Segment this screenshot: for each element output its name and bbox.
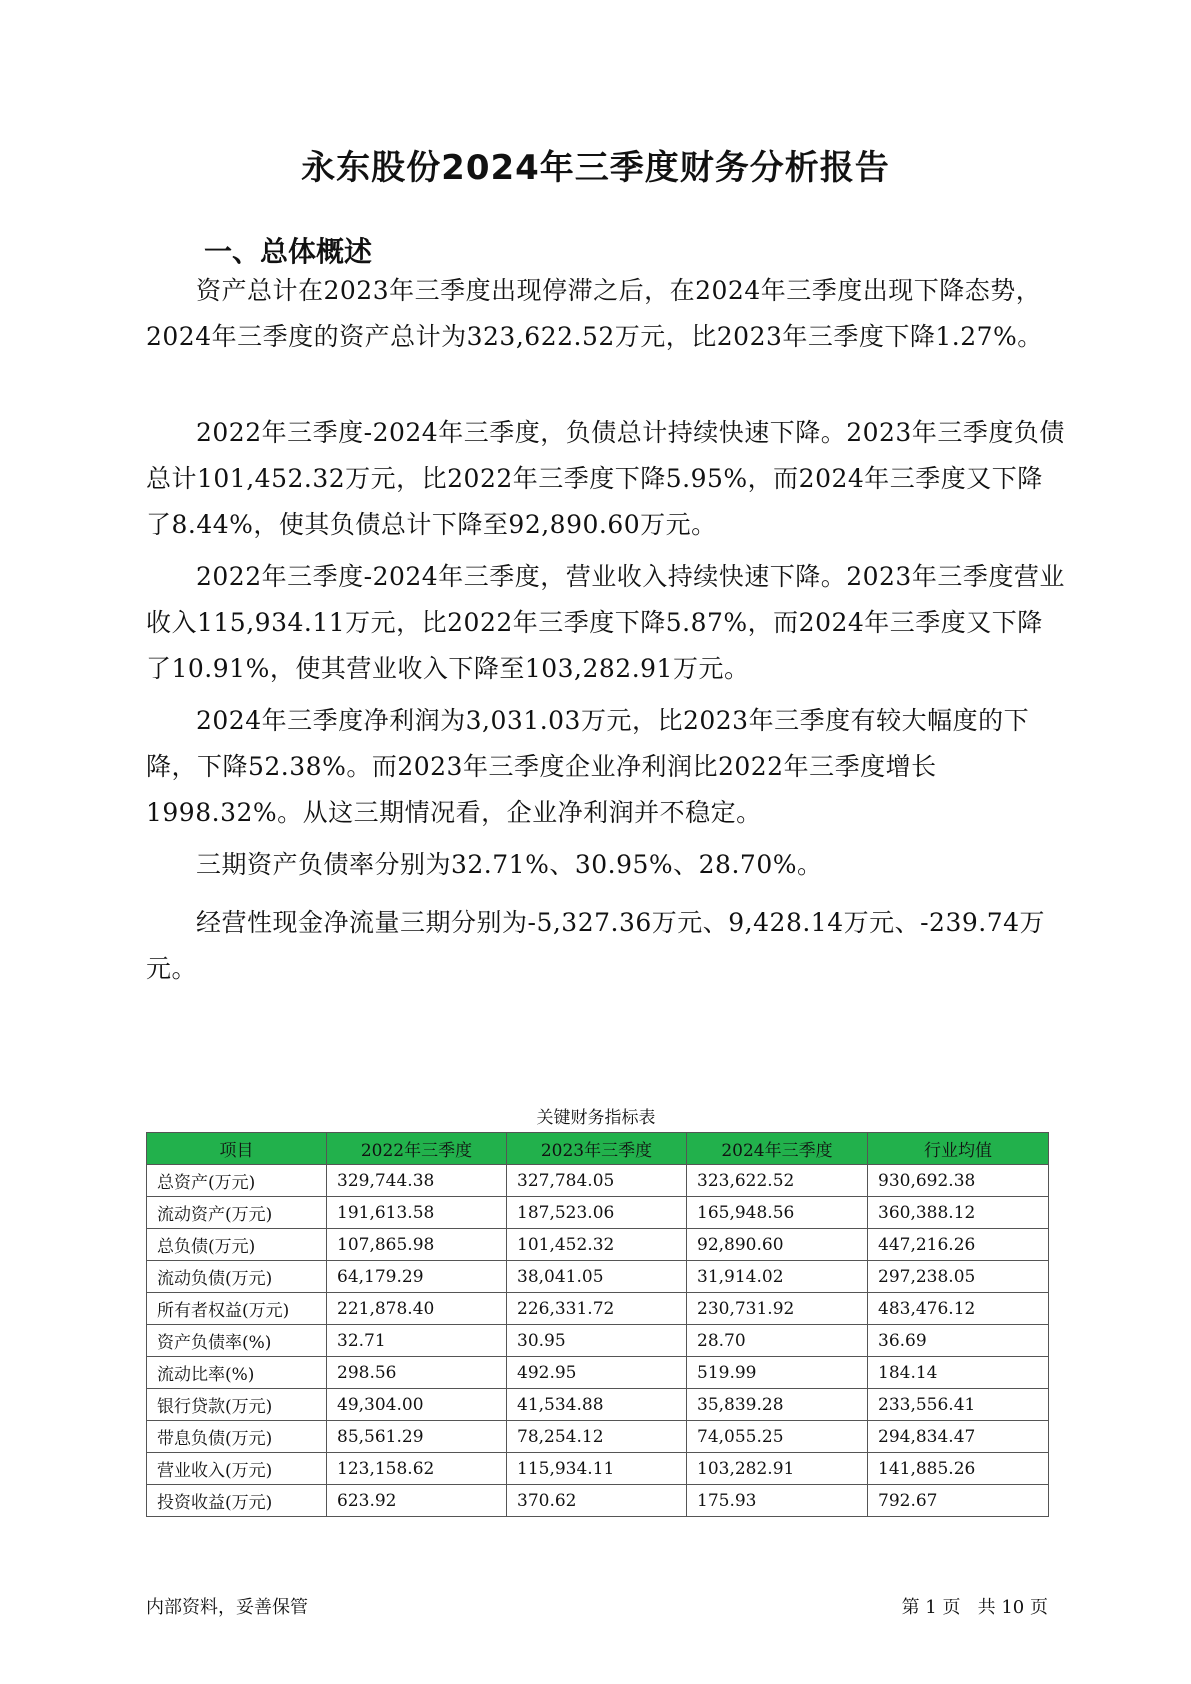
table-cell: 492.95: [507, 1357, 687, 1389]
table-header-cell: 项目: [147, 1133, 327, 1165]
paragraph-revenue: 2022年三季度-2024年三季度，营业收入持续快速下降。2023年三季度营业收入115,934.11万元，比2022年三季度下降5.87%，而2024年三季度又下降了10.91%，使其营业收入下降至103,282.91万元。: [146, 562, 1065, 683]
table-cell: 28.70: [687, 1325, 868, 1357]
table-cell: 165,948.56: [687, 1197, 868, 1229]
table-row: [147, 1165, 1049, 1197]
table-cell: 230,731.92: [687, 1293, 868, 1325]
table-cell: 101,452.32: [507, 1229, 687, 1261]
page-number-label: 第 1 页 共 10 页: [901, 1597, 1048, 1618]
table-cell: 327,784.05: [507, 1165, 687, 1197]
table-cell: 带息负债(万元): [147, 1421, 327, 1453]
table-row: [147, 1421, 1049, 1453]
table-cell: 298.56: [327, 1357, 507, 1389]
table-cell: 175.93: [687, 1485, 868, 1517]
table-cell: 107,865.98: [327, 1229, 507, 1261]
table-row: [147, 1293, 1049, 1325]
table-cell: 187,523.06: [507, 1197, 687, 1229]
table-cell: 329,744.38: [327, 1165, 507, 1197]
table-cell: 360,388.12: [868, 1197, 1049, 1229]
table-cell: 36.69: [868, 1325, 1049, 1357]
table-cell: 294,834.47: [868, 1421, 1049, 1453]
table-cell: 流动资产(万元): [147, 1197, 327, 1229]
table-header-row: [147, 1133, 1049, 1165]
table-header-cell: 2024年三季度: [687, 1133, 868, 1165]
table-header-cell: 行业均值: [868, 1133, 1049, 1165]
table-cell: 30.95: [507, 1325, 687, 1357]
section-heading: 一、总体概述: [204, 235, 373, 268]
table-cell: 41,534.88: [507, 1389, 687, 1421]
table-cell: 74,055.25: [687, 1421, 868, 1453]
table-cell: 226,331.72: [507, 1293, 687, 1325]
paragraph-net-profit: 2024年三季度净利润为3,031.03万元，比2023年三季度有较大幅度的下降，下降52.38%。而2023年三季度企业净利润比2022年三季度增长1998.32%。从这三期情况看，企业净利润并不稳定。: [146, 706, 1030, 827]
table-cell: 103,282.91: [687, 1453, 868, 1485]
table-row: [147, 1453, 1049, 1485]
table-caption: 关键财务指标表: [536, 1108, 656, 1128]
table-cell: 323,622.52: [687, 1165, 868, 1197]
paragraph-cash-flow: 经营性现金净流量三期分别为-5,327.36万元、9,428.14万元、-239.74万元。: [146, 908, 1046, 983]
table-cell: 流动比率(%): [147, 1357, 327, 1389]
table-cell: 31,914.02: [687, 1261, 868, 1293]
footer-confidential-note: 内部资料，妥善保管: [146, 1597, 308, 1618]
table-cell: 115,934.11: [507, 1453, 687, 1485]
table-cell: 38,041.05: [507, 1261, 687, 1293]
table-cell: 银行贷款(万元): [147, 1389, 327, 1421]
table-row: [147, 1261, 1049, 1293]
table-row: [147, 1357, 1049, 1389]
table-row: [147, 1229, 1049, 1261]
table-header-cell: 2023年三季度: [507, 1133, 687, 1165]
table-cell: 141,885.26: [868, 1453, 1049, 1485]
table-cell: 78,254.12: [507, 1421, 687, 1453]
table-cell: 623.92: [327, 1485, 507, 1517]
table-cell: 233,556.41: [868, 1389, 1049, 1421]
table-cell: 总资产(万元): [147, 1165, 327, 1197]
table-cell: 35,839.28: [687, 1389, 868, 1421]
table-header-cell: 2022年三季度: [327, 1133, 507, 1165]
table-row: [147, 1197, 1049, 1229]
table-cell: 64,179.29: [327, 1261, 507, 1293]
table-cell: 123,158.62: [327, 1453, 507, 1485]
table-cell: 191,613.58: [327, 1197, 507, 1229]
table-cell: 32.71: [327, 1325, 507, 1357]
table-cell: 221,878.40: [327, 1293, 507, 1325]
table-cell: 930,692.38: [868, 1165, 1049, 1197]
footer-page-number: [902, 1593, 1048, 1619]
table-cell: 184.14: [868, 1357, 1049, 1389]
table-row: [147, 1485, 1049, 1517]
table-cell: 519.99: [687, 1357, 868, 1389]
table-cell: 投资收益(万元): [147, 1485, 327, 1517]
paragraph-liabilities: 2022年三季度-2024年三季度，负债总计持续快速下降。2023年三季度负债总计101,452.32万元，比2022年三季度下降5.95%，而2024年三季度又下降了8.44%，使其负债总计下降至92,890.60万元。: [146, 418, 1065, 539]
table-cell: 92,890.60: [687, 1229, 868, 1261]
table-cell: 所有者权益(万元): [147, 1293, 327, 1325]
page-title: 永东股份2024年三季度财务分析报告: [301, 148, 890, 188]
table-row: [147, 1389, 1049, 1421]
table-cell: 营业收入(万元): [147, 1453, 327, 1485]
key-financial-indicators-table: [146, 1132, 1049, 1517]
table-cell: 447,216.26: [868, 1229, 1049, 1261]
table-cell: 483,476.12: [868, 1293, 1049, 1325]
table-cell: 资产负债率(%): [147, 1325, 327, 1357]
table-cell: 370.62: [507, 1485, 687, 1517]
table-cell: 49,304.00: [327, 1389, 507, 1421]
table-cell: 792.67: [868, 1485, 1049, 1517]
table-cell: 总负债(万元): [147, 1229, 327, 1261]
paragraph-debt-ratio: 三期资产负债率分别为32.71%、30.95%、28.70%。: [196, 850, 823, 879]
table-cell: 85,561.29: [327, 1421, 507, 1453]
paragraph-assets: 资产总计在2023年三季度出现停滞之后，在2024年三季度出现下降态势，2024年三季度的资产总计为323,622.52万元，比2023年三季度下降1.27%。: [146, 276, 1043, 351]
table-row: [147, 1325, 1049, 1357]
table-cell: 297,238.05: [868, 1261, 1049, 1293]
table-cell: 流动负债(万元): [147, 1261, 327, 1293]
